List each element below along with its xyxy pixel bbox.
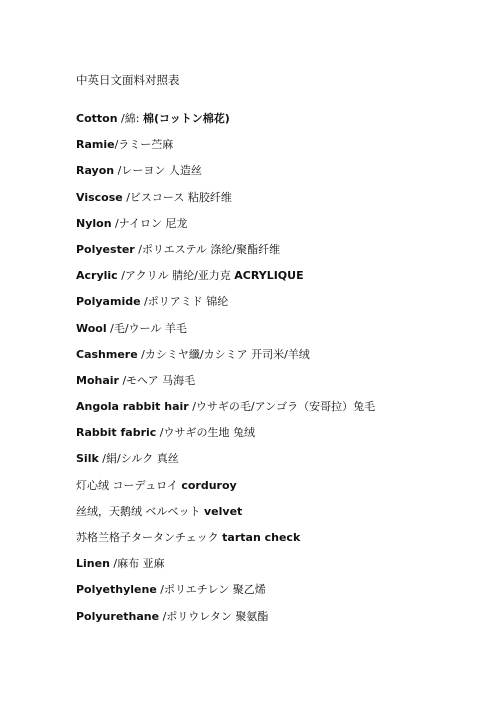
entry-translation: /ポリエステル 涤纶/聚酯纤维: [134, 242, 281, 256]
fabric-entry-silk: [76, 451, 486, 477]
fabric-entry-polyamide: [76, 294, 486, 320]
entry-translation-bold: 棉(コットン棉花): [142, 112, 230, 125]
entry-translation-bold: ACRYLIQUE: [234, 269, 304, 283]
entry-translation: /毛/ウール 羊毛: [106, 321, 187, 335]
fabric-entry-cashmere: [76, 347, 486, 373]
entry-translation: /ナイロン 尼龙: [111, 216, 188, 230]
entry-translation: 丝绒，天鹅绒 ベルベット: [76, 504, 204, 518]
entry-english: Rayon: [76, 164, 115, 178]
fabric-entry-acrylic: [76, 268, 486, 294]
fabric-entry-mohair: [76, 373, 486, 399]
entry-english: Cashmere: [76, 347, 138, 361]
entry-english: Mohair: [76, 373, 119, 387]
entry-translation: /ウサギの毛/アンゴラ（安哥拉）兔毛: [188, 400, 376, 414]
fabric-entry-angola-rabbit-hair: [76, 399, 486, 425]
entry-translation-bold: tartan check: [222, 531, 301, 544]
fabric-entry-polyethylene: [76, 582, 486, 608]
fabric-entry-viscose: [76, 190, 486, 216]
fabric-entry-polyurethane: [76, 609, 486, 635]
entry-translation: 灯心绒 コーデュロイ: [76, 478, 182, 492]
entry-translation: /絹/シルク 真丝: [98, 452, 179, 466]
fabric-entry-tartan-check: [76, 530, 486, 556]
entry-translation-bold: corduroy: [181, 478, 237, 492]
entry-english: Angola rabbit hair: [76, 400, 189, 414]
fabric-entry-nylon: [76, 216, 486, 242]
entry-translation: /アクリル 腈纶/亚力克: [117, 269, 235, 283]
fabric-entry-ramie: [76, 137, 486, 163]
entry-translation: /ポリアミド 锦纶: [140, 295, 229, 309]
fabric-entry-rayon: [76, 163, 486, 189]
entry-translation: /モヘア 马海毛: [118, 373, 196, 387]
entry-translation: /ウサギの生地 兔绒: [156, 426, 256, 440]
entry-english: Polyurethane: [76, 609, 160, 623]
entry-english: Linen: [76, 557, 110, 571]
entry-english: Polyester: [76, 242, 135, 256]
entry-english: Wool: [76, 321, 107, 335]
entry-english: Nylon: [76, 216, 112, 230]
entry-english: Acrylic: [76, 269, 118, 283]
entry-english: Cotton: [76, 112, 118, 125]
entry-translation: /ビスコース 粘胶纤维: [122, 190, 232, 204]
entry-english: Ramie: [76, 138, 115, 152]
fabric-list: [76, 111, 486, 635]
entry-translation: /ポリエチレン 聚乙烯: [156, 583, 266, 597]
entry-english: Viscose: [76, 190, 123, 204]
entry-translation: /カシミヤ纖/カシミア 开司米/羊绒: [137, 347, 310, 361]
entry-translation: /麻布 亚麻: [109, 557, 165, 571]
entry-translation: /レーヨン 人造丝: [114, 164, 202, 178]
fabric-entry-cotton: [76, 111, 486, 137]
entry-english: Polyamide: [76, 295, 141, 309]
entry-translation: 苏格兰格子タータンチェック: [76, 531, 223, 544]
entry-translation: /綿:: [117, 112, 143, 125]
entry-translation: /ポリウレタン 聚氨酯: [159, 609, 269, 623]
fabric-entry-linen: [76, 556, 486, 582]
entry-translation-bold: velvet: [204, 504, 243, 518]
entry-translation: /ラミー苎麻: [114, 138, 174, 152]
entry-english: Rabbit fabric: [76, 426, 157, 440]
entry-english: Silk: [76, 452, 99, 466]
fabric-entry-velvet: [76, 504, 486, 530]
fabric-entry-rabbit-fabric: [76, 425, 486, 451]
entry-english: Polyethylene: [76, 583, 157, 597]
fabric-entry-corduroy: [76, 478, 486, 504]
fabric-entry-polyester: [76, 242, 486, 268]
fabric-entry-wool: [76, 321, 486, 347]
document-title: 中英日文面料对照表: [76, 73, 180, 87]
